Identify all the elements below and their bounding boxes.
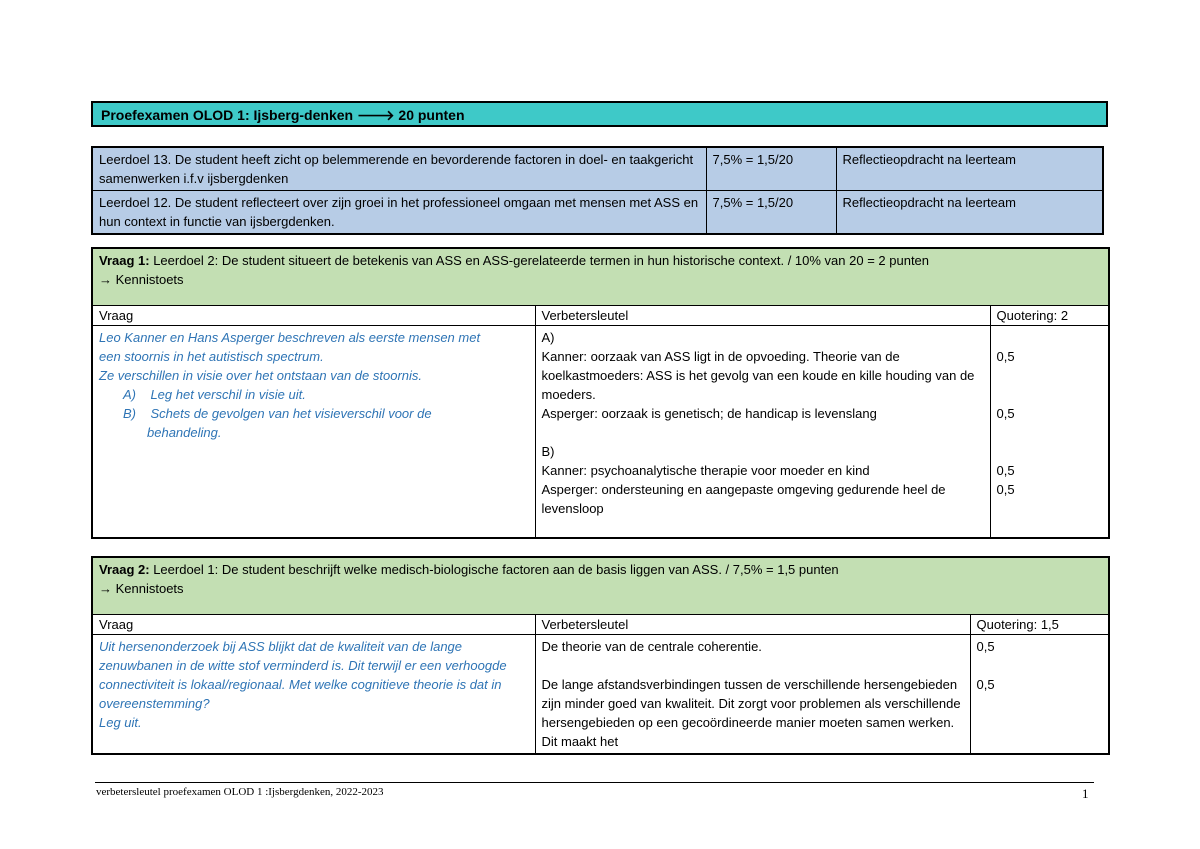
vraag-2-label: Vraag 2:: [99, 562, 150, 577]
vraag-2-content-row: [92, 634, 1109, 754]
col-vraag: Vraag: [92, 614, 535, 634]
col-quotering: Quotering: 2: [990, 305, 1109, 325]
leerdoel-row: [92, 191, 1103, 235]
vraag-2-kennistoets: → Kennistoets: [99, 581, 184, 596]
vraag-2-header: [92, 557, 1109, 614]
exam-title: Proefexamen OLOD 1: Ijsberg-denken 🡒 20 punten: [91, 101, 1108, 127]
vraag-1-content-row: [92, 325, 1109, 538]
footer-text: verbetersleutel proefexamen OLOD 1 :Ijsbergdenken, 2022-2023: [96, 786, 384, 798]
vraag-2-table: [91, 556, 1110, 755]
leerdoel-method: Reflectieopdracht na leerteam: [836, 147, 1103, 191]
leerdoel-row: [92, 147, 1103, 191]
vraag-1-header: [92, 248, 1109, 305]
vraag-1-leerdoel: Leerdoel 2: De student situeert de betekenis van ASS en ASS-gerelateerde termen in hun historische context. / 10% van 20 = 2 punten: [149, 253, 930, 268]
col-verbetersleutel: Verbetersleutel: [535, 614, 970, 634]
vraag-1-question: Leo Kanner en Hans Asperger beschreven als eerste mensen met een stoornis in het autistisch spectrum. Ze verschillen in visie over het ontstaan van de stoornis. A) Leg het verschil in visie uit. B) Schets de gevolgen van het visieverschil voor de behandeling.: [92, 325, 535, 538]
vraag-1-kennistoets: → Kennistoets: [99, 272, 184, 287]
leerdoelen-table: [91, 146, 1104, 235]
vraag-1-column-headers: [92, 305, 1109, 325]
page-number: 1: [1082, 786, 1089, 801]
vraag-2-leerdoel: Leerdoel 1: De student beschrijft welke medisch-biologische factoren aan de basis liggen van ASS. / 7,5% = 1,5 punten: [149, 562, 839, 577]
leerdoel-weight: 7,5% = 1,5/20: [706, 191, 836, 235]
col-quotering: Quotering: 1,5: [970, 614, 1109, 634]
vraag-2-answer-key: De theorie van de centrale coherentie. De lange afstandsverbindingen tussen de verschillende hersengebieden zijn minder goed van kwaliteit. Dit zorgt voor problemen als verschillende hersengebieden op een gecoördineerde manier moeten samen werken. Dit maakt het: [535, 634, 970, 754]
leerdoel-weight: 7,5% = 1,5/20: [706, 147, 836, 191]
leerdoel-method: Reflectieopdracht na leerteam: [836, 191, 1103, 235]
vraag-1-scores: 0,5 0,5 0,5 0,5: [990, 325, 1109, 538]
arrow-right-icon: 🡒: [356, 107, 395, 123]
vraag-2-scores: 0,5 0,5: [970, 634, 1109, 754]
vraag-1-table: [91, 247, 1110, 539]
col-verbetersleutel: Verbetersleutel: [535, 305, 990, 325]
leerdoel-text: Leerdoel 12. De student reflecteert over zijn groei in het professioneel omgaan met mensen met ASS en hun context in functie van ijsbergdenken.: [92, 191, 706, 235]
vraag-1-label: Vraag 1:: [99, 253, 150, 268]
footer-divider: [95, 782, 1094, 783]
col-vraag: Vraag: [92, 305, 535, 325]
vraag-2-column-headers: [92, 614, 1109, 634]
vraag-1-answer-key: A) Kanner: oorzaak van ASS ligt in de opvoeding. Theorie van de koelkastmoeders: ASS is het gevolg van een koude en kille houding van de moeders. Asperger: oorzaak is genetisch; de handicap is levenslang B) Kanner: psychoanalytische therapie voor moeder en kind Asperger: ondersteuning en aangepaste omgeving gedurende heel de levensloop: [535, 325, 990, 538]
vraag-2-question: Uit hersenonderzoek bij ASS blijkt dat de kwaliteit van de lange zenuwbanen in de witte stof verminderd is. Dit terwijl er een verhoogde connectiviteit is lokaal/regionaal. Met welke cognitieve theorie is dat in overeenstemming? Leg uit.: [92, 634, 535, 754]
leerdoel-text: Leerdoel 13. De student heeft zicht op belemmerende en bevorderende factoren in doel- en taakgericht samenwerken i.f.v ijsbergdenken: [92, 147, 706, 191]
